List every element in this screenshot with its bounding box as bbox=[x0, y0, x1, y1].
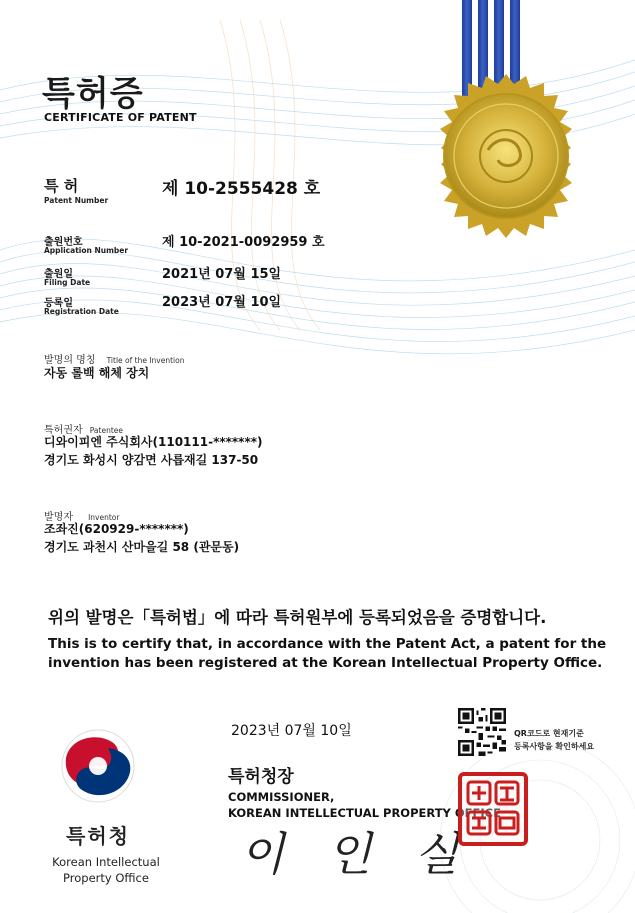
invention-title-label-en: Title of the Invention bbox=[106, 356, 185, 365]
certification-text-en-line2: invention has been registered at the Korean Intellectual Property Office. bbox=[48, 655, 603, 671]
patent-number-label-en: Patent Number bbox=[44, 196, 109, 205]
patentee-label-en: Patentee bbox=[89, 426, 123, 435]
registration-date-label-en: Registration Date bbox=[44, 307, 119, 316]
government-emblem-icon bbox=[60, 728, 136, 804]
issue-date: 2023년 07월 10일 bbox=[231, 723, 352, 739]
qr-code-icon[interactable] bbox=[458, 708, 506, 756]
application-number-label: 출원번호 bbox=[44, 237, 83, 248]
patentee-label: 특허권자 bbox=[44, 425, 83, 436]
invention-title-value: 자동 롤백 해체 장치 bbox=[44, 366, 150, 380]
patent-number-label: 특 허 bbox=[44, 177, 79, 195]
filing-date-value: 2021년 07월 15일 bbox=[162, 267, 282, 282]
certification-text-en-line1: This is to certify that, in accordance with the Patent Act, a patent for the bbox=[48, 636, 607, 652]
patent-number-value: 제 10-2555428 호 bbox=[162, 179, 321, 199]
inventor-label: 발명자 bbox=[44, 512, 73, 523]
commissioner-title-en-line1: COMMISSIONER, bbox=[228, 790, 335, 804]
office-name-en-line1: Korean Intellectual bbox=[52, 855, 160, 869]
qr-note-line2: 등록사항을 확인하세요 bbox=[514, 742, 595, 751]
registration-date-value: 2023년 07월 10일 bbox=[162, 295, 282, 310]
patentee-name: 디와이피엔 주식회사(110111-*******) bbox=[44, 435, 263, 449]
commissioner-title-ko: 특허청장 bbox=[228, 767, 294, 787]
filing-date-label-en: Filing Date bbox=[44, 278, 91, 287]
office-name-ko: 특허청 bbox=[66, 824, 130, 848]
certificate-title: 특허증 bbox=[42, 74, 144, 114]
filing-date-label: 출원일 bbox=[44, 269, 73, 280]
qr-note-line1: QR코드로 현재기준 bbox=[514, 729, 584, 738]
red-stamp-icon bbox=[458, 772, 528, 846]
registration-date-label: 등록일 bbox=[44, 298, 73, 309]
application-number-label-en: Application Number bbox=[44, 246, 129, 255]
invention-title-label: 발명의 명칭 bbox=[44, 355, 96, 366]
inventor-address: 경기도 과천시 산마을길 58 (관문동) bbox=[44, 540, 240, 554]
commissioner-title-en-line2: KOREAN INTELLECTUAL PROPERTY OFFICE bbox=[228, 806, 501, 820]
commissioner-signature: 이 인 실 bbox=[240, 827, 473, 881]
inventor-label-en: Inventor bbox=[88, 513, 120, 522]
certificate-subtitle: CERTIFICATE OF PATENT bbox=[44, 111, 197, 124]
office-name-en-line2: Property Office bbox=[63, 871, 149, 885]
inventor-name: 조좌진(620929-*******) bbox=[44, 522, 189, 536]
gold-seal-icon bbox=[420, 70, 592, 242]
patentee-address: 경기도 화성시 양감면 사릅재길 137-50 bbox=[44, 453, 259, 467]
certification-text-ko: 위의 발명은「특허법」에 따라 특허원부에 등록되었음을 증명합니다. bbox=[48, 608, 547, 627]
application-number-value: 제 10-2021-0092959 호 bbox=[162, 235, 325, 250]
